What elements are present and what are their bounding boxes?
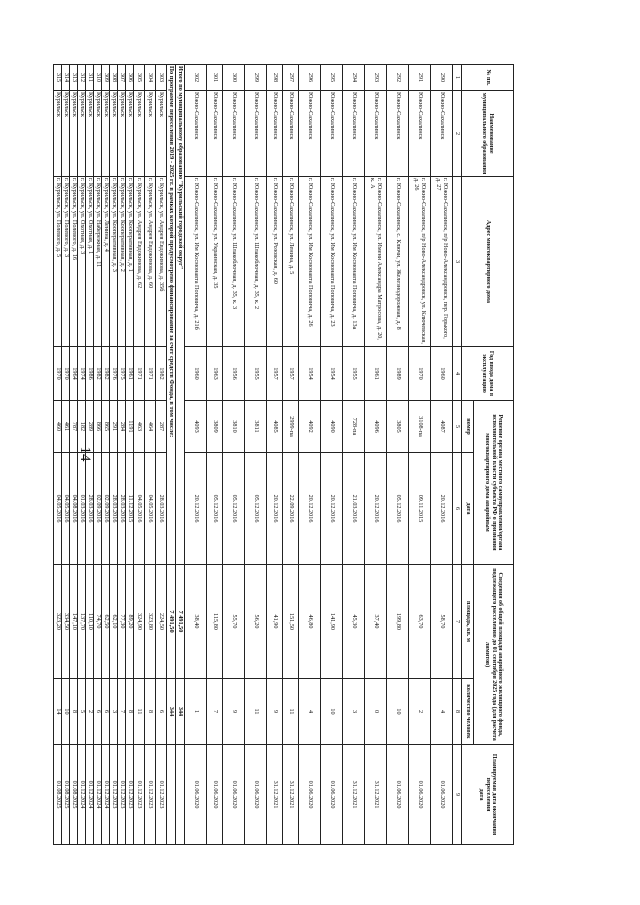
cell-n: 290 bbox=[431, 65, 453, 91]
cell-year: 1982 bbox=[156, 347, 167, 401]
cell-area: 41,90 bbox=[267, 565, 283, 679]
cell-year: 1974 bbox=[78, 347, 86, 401]
cell-people: 4 bbox=[431, 679, 453, 745]
cell-num: 289 bbox=[86, 401, 94, 453]
cell-plan: 01.06.2020 bbox=[223, 745, 245, 845]
cell-people: 3 bbox=[343, 679, 365, 745]
table-body-south bbox=[185, 65, 453, 845]
header-decision: Решение органа местного самоуправления/органа исполнительной власти субъекта РФ о признании многоквартирного дома аварийным bbox=[474, 401, 514, 565]
cell-area: 45,30 bbox=[343, 565, 365, 679]
header-num: № пп. bbox=[462, 65, 514, 91]
cell-num: 4087 bbox=[431, 401, 453, 453]
cell-date: 02.09.2016 bbox=[102, 453, 110, 565]
cell-area: 137,70 bbox=[78, 565, 86, 679]
cell-people: 10 bbox=[387, 679, 409, 745]
cell-plan: 01.12.2023 bbox=[118, 745, 126, 845]
cell-year: 1986 bbox=[86, 347, 94, 401]
cell-people: 9 bbox=[223, 679, 245, 745]
cell-year: 1954 bbox=[299, 347, 321, 401]
cell-num: 4093 bbox=[185, 401, 207, 453]
cell-n: 307 bbox=[118, 65, 126, 91]
cell-mun: Курильск bbox=[102, 91, 110, 177]
cell-addr: г. Южно-Сахалинск, с. Ключи, ул. Железнодорожная, д. 8 bbox=[387, 177, 409, 347]
column-number: 7 bbox=[453, 565, 462, 679]
cell-mun: Курильск bbox=[145, 91, 156, 177]
cell-num: 463 bbox=[134, 401, 145, 453]
cell-area: 37,40 bbox=[365, 565, 387, 679]
cell-area: 62,50 bbox=[102, 565, 110, 679]
cell-people: 11 bbox=[245, 679, 267, 745]
cell-year: 1970 bbox=[54, 347, 62, 401]
cell-area: 46,80 bbox=[299, 565, 321, 679]
cell-mun: Южно-Сахалинск bbox=[321, 91, 343, 177]
cell-area: 141,90 bbox=[321, 565, 343, 679]
table-row bbox=[145, 65, 156, 845]
cell-n: 292 bbox=[387, 65, 409, 91]
cell-n: 299 bbox=[245, 65, 267, 91]
cell-year: 1982 bbox=[102, 347, 110, 401]
cell-n: 300 bbox=[223, 65, 245, 91]
cell-n: 298 bbox=[267, 65, 283, 91]
cell-num: 4085 bbox=[267, 401, 283, 453]
cell-addr: г. Курильск, ул. Охотная, д. 1 bbox=[86, 177, 94, 347]
cell-plan: 01.06.2020 bbox=[185, 745, 207, 845]
table-row bbox=[387, 65, 409, 845]
cell-people: 6 bbox=[156, 679, 167, 745]
cell-area: 55,70 bbox=[223, 565, 245, 679]
table-body-kurilsk bbox=[54, 65, 167, 845]
cell-year: 1975 bbox=[118, 347, 126, 401]
cell-num: 3805 bbox=[387, 401, 409, 453]
cell-people: 11 bbox=[283, 679, 299, 745]
header-municipality: Наименование муниципального образования bbox=[462, 91, 514, 177]
cell-plan: 01.06.2020 bbox=[409, 745, 431, 845]
cell-date: 20.12.2016 bbox=[185, 453, 207, 565]
section-empty bbox=[167, 745, 176, 845]
cell-addr: г. Курильск, ул. Андрея Евдокимова, д. 62 bbox=[134, 177, 145, 347]
table-row bbox=[134, 65, 145, 845]
table-row bbox=[365, 65, 387, 845]
cell-addr: г. Курильск, ул. Полевого, д. 16 bbox=[70, 177, 78, 347]
cell-date: 05.12.2016 bbox=[223, 453, 245, 565]
cell-date: 05.12.2016 bbox=[245, 453, 267, 565]
cell-year: 1964 bbox=[70, 347, 78, 401]
cell-mun: Южно-Сахалинск bbox=[283, 91, 299, 177]
cell-n: 315 bbox=[54, 65, 62, 91]
cell-num: 291 bbox=[110, 401, 118, 453]
cell-addr: г. Курильск, ул. Андрея Евдокимова, д. 35б bbox=[156, 177, 167, 347]
cell-people: 4 bbox=[299, 679, 321, 745]
header-planned-label: Планируемая дата окончания переселения bbox=[484, 753, 497, 836]
section-row bbox=[167, 65, 176, 845]
cell-num: 865 bbox=[102, 401, 110, 453]
cell-people: 7 bbox=[207, 679, 223, 745]
cell-plan: 01.06.2020 bbox=[321, 745, 343, 845]
cell-year: 1960 bbox=[185, 347, 207, 401]
cell-addr: г. Курильск, ул. Набережная, д. 11 bbox=[94, 177, 102, 347]
table-row bbox=[94, 65, 102, 845]
cell-n: 294 bbox=[343, 65, 365, 91]
cell-people: 2 bbox=[86, 679, 94, 745]
cell-area: 74,70 bbox=[94, 565, 102, 679]
cell-people: 6 bbox=[94, 679, 102, 745]
cell-addr: г. Южно-Сахалинск, ул. Им Космонавта Поповича, д. 26 bbox=[299, 177, 321, 347]
header-year: Год ввода дома в эксплуатацию bbox=[462, 347, 514, 401]
cell-num: 2999-па bbox=[283, 401, 299, 453]
cell-mun: Южно-Сахалинск bbox=[207, 91, 223, 177]
section-people: 344 bbox=[167, 679, 176, 745]
cell-addr: г. Южно-Сахалинск, ул. Им Космонавта Поповича, д. 13а bbox=[343, 177, 365, 347]
cell-date: 01.03.2016 bbox=[78, 453, 86, 565]
cell-num: 287 bbox=[156, 401, 167, 453]
table-row bbox=[321, 65, 343, 845]
table-row bbox=[78, 65, 86, 845]
cell-plan: 01.08.2025 bbox=[70, 745, 78, 845]
cell-plan: 01.08.2025 bbox=[54, 745, 62, 845]
cell-area: 38,40 bbox=[185, 565, 207, 679]
cell-plan: 01.08.2025 bbox=[62, 745, 70, 845]
cell-plan: 01.06.2020 bbox=[431, 745, 453, 845]
cell-num: 866 bbox=[94, 401, 102, 453]
cell-date: 05.12.2016 bbox=[387, 453, 409, 565]
table-row bbox=[185, 65, 207, 845]
header-decision-date: дата bbox=[462, 453, 474, 565]
cell-plan: 31.12.2021 bbox=[365, 745, 387, 845]
summary-empty bbox=[176, 745, 185, 845]
cell-plan: 31.12.2021 bbox=[267, 745, 283, 845]
cell-people: 9 bbox=[267, 679, 283, 745]
cell-year: 1954 bbox=[321, 347, 343, 401]
table-row bbox=[86, 65, 94, 845]
cell-num: 1191 bbox=[126, 401, 134, 453]
cell-people: 14 bbox=[54, 679, 62, 745]
table-row bbox=[54, 65, 62, 845]
cell-year: 1971 bbox=[134, 347, 145, 401]
cell-people: 2 bbox=[409, 679, 431, 745]
cell-plan: 01.12.2024 bbox=[102, 745, 110, 845]
cell-mun: Курильск bbox=[54, 91, 62, 177]
cell-addr: г. Южно-Сахалинск, ул. Имени Александра Матросова, д. 20, к. А bbox=[365, 177, 387, 347]
cell-date: 28.03.2016 bbox=[86, 453, 94, 565]
cell-date: 20.12.2016 bbox=[299, 453, 321, 565]
cell-area: 63,70 bbox=[409, 565, 431, 679]
cell-n: 305 bbox=[134, 65, 145, 91]
header-address: Адрес многоквартирного дома bbox=[462, 177, 514, 347]
cell-area: 199,80 bbox=[387, 565, 409, 679]
cell-area: 324,90 bbox=[134, 565, 145, 679]
cell-num: 787 bbox=[70, 401, 78, 453]
cell-year: 1960 bbox=[431, 347, 453, 401]
cell-date: 04.05.2016 bbox=[62, 453, 70, 565]
cell-addr: г. Южно-Сахалинск, ул. Розовская, д. 60 bbox=[267, 177, 283, 347]
cell-year: 1989 bbox=[387, 347, 409, 401]
cell-addr: г. Южно-Сахалинск, ул. Им Космонавта Поповича, д. 21б bbox=[185, 177, 207, 347]
cell-n: 295 bbox=[321, 65, 343, 91]
cell-n: 313 bbox=[70, 65, 78, 91]
cell-mun: Курильск bbox=[126, 91, 134, 177]
cell-addr: г. Южно-Сахалинск, ул. Им Космонавта Поповича, д. 23 bbox=[321, 177, 343, 347]
cell-people: 10 bbox=[321, 679, 343, 745]
cell-date: 04.05.2016 bbox=[134, 453, 145, 565]
cell-year: 1982 bbox=[94, 347, 102, 401]
cell-area: 56,20 bbox=[245, 565, 267, 679]
summary-area: 7 491,50 bbox=[176, 565, 185, 679]
cell-area: 323,80 bbox=[145, 565, 156, 679]
cell-date: 20.12.2016 bbox=[431, 453, 453, 565]
header-planned bbox=[462, 745, 514, 845]
cell-year: 1956 bbox=[223, 347, 245, 401]
cell-addr: г. Южно-Сахалинск, ул. Украинская, д. 35 bbox=[207, 177, 223, 347]
cell-addr: г. Курильск, ул. Кооперативная, д. 1 bbox=[126, 177, 134, 347]
cell-date: 28.03.2016 bbox=[110, 453, 118, 565]
cell-num: 3811 bbox=[245, 401, 267, 453]
cell-plan: 01.12.2024 bbox=[78, 745, 86, 845]
cell-n: 303 bbox=[156, 65, 167, 91]
section-label: По программе переселения 2019 - 2025 гг. в рамках которой предусмотрено финансирование за счет средств Фонда, в том числе: bbox=[167, 65, 176, 565]
column-number: 2 bbox=[453, 91, 462, 177]
cell-n: 306 bbox=[126, 65, 134, 91]
cell-addr: г. Курильск, ул. Андрея Евдокимова, д. 60 bbox=[145, 177, 156, 347]
cell-mun: Курильск bbox=[78, 91, 86, 177]
cell-year: 1970 bbox=[62, 347, 70, 401]
cell-date: 28.03.2016 bbox=[156, 453, 167, 565]
cell-num: 728-па bbox=[343, 401, 365, 453]
column-number: 9 bbox=[453, 745, 462, 845]
cell-addr: г. Курильск, ул. Полевого, д. 5 bbox=[54, 177, 62, 347]
cell-plan: 01.12.2023 bbox=[110, 745, 118, 845]
cell-n: 308 bbox=[110, 65, 118, 91]
cell-mun: Южно-Сахалинск bbox=[185, 91, 207, 177]
cell-people: 1 bbox=[185, 679, 207, 745]
table-row bbox=[156, 65, 167, 845]
cell-num: 182 bbox=[78, 401, 86, 453]
cell-year: 1963 bbox=[207, 347, 223, 401]
table-row bbox=[70, 65, 78, 845]
cell-plan: 01.06.2020 bbox=[387, 745, 409, 845]
cell-num: 460 bbox=[54, 401, 62, 453]
cell-mun: Курильск bbox=[134, 91, 145, 177]
cell-plan: 01.06.2020 bbox=[207, 745, 223, 845]
cell-people: 6 bbox=[102, 679, 110, 745]
cell-plan: 01.12.2023 bbox=[134, 745, 145, 845]
cell-area: 151,50 bbox=[283, 565, 299, 679]
cell-mun: Южно-Сахалинск bbox=[223, 91, 245, 177]
cell-date: 04.05.2016 bbox=[54, 453, 62, 565]
cell-people: 7 bbox=[118, 679, 126, 745]
cell-date: 02.09.2016 bbox=[94, 453, 102, 565]
page-number: 14 bbox=[77, 446, 93, 462]
cell-people: 8 bbox=[70, 679, 78, 745]
cell-date: 20.12.2016 bbox=[365, 453, 387, 565]
cell-n: 301 bbox=[207, 65, 223, 91]
column-number: 6 bbox=[453, 453, 462, 565]
cell-mun: Южно-Сахалинск bbox=[387, 91, 409, 177]
column-number: 1 bbox=[453, 65, 462, 91]
cell-mun: Южно-Сахалинск bbox=[343, 91, 365, 177]
table-row bbox=[299, 65, 321, 845]
header-planned-date: дата bbox=[478, 788, 485, 801]
table-row bbox=[126, 65, 134, 845]
cell-plan: 31.12.2021 bbox=[343, 745, 365, 845]
header-info: Сведения об общей площади аварийного жилищного фонда, подлежащего расселению до 01 сентября 2025 года (для расчета лимитов) bbox=[474, 565, 514, 745]
cell-n: 296 bbox=[299, 65, 321, 91]
cell-addr: г. Курильск, ул. Полевого, д. 3 bbox=[62, 177, 70, 347]
column-number: 3 bbox=[453, 177, 462, 347]
cell-addr: г. Курильск, ул. Ленина, д. 4 bbox=[102, 177, 110, 347]
cell-date: 20.12.2016 bbox=[267, 453, 283, 565]
table-row bbox=[62, 65, 70, 845]
cell-num: 3809 bbox=[207, 401, 223, 453]
cell-num: 4092 bbox=[299, 401, 321, 453]
cell-year: 1971 bbox=[145, 347, 156, 401]
cell-date: 04.08.2016 bbox=[70, 453, 78, 565]
cell-mun: Курильск bbox=[110, 91, 118, 177]
cell-date: 11.12.2015 bbox=[126, 453, 134, 565]
cell-plan: 01.12.2024 bbox=[94, 745, 102, 845]
summary-label: Итого по муниципальному образованию "Курильский городской округ" bbox=[176, 65, 185, 565]
cell-area: 115,80 bbox=[207, 565, 223, 679]
table-row bbox=[245, 65, 267, 845]
cell-year: 1955 bbox=[343, 347, 365, 401]
cell-year: 1976 bbox=[110, 347, 118, 401]
cell-plan: 01.12.2024 bbox=[86, 745, 94, 845]
cell-n: 309 bbox=[102, 65, 110, 91]
header-decision-number: номер bbox=[462, 401, 474, 453]
cell-addr: г. Курильск, ул. Кооперативная, д. 2 bbox=[118, 177, 126, 347]
cell-addr: г. Южно-Сахалинск, ул. Ленина, д. 5 bbox=[283, 177, 299, 347]
column-number: 5 bbox=[453, 401, 462, 453]
cell-mun: Южно-Сахалинск bbox=[267, 91, 283, 177]
table-row bbox=[223, 65, 245, 845]
resettlement-table bbox=[53, 64, 514, 845]
cell-people: 8 bbox=[126, 679, 134, 745]
section-area: 7 491,50 bbox=[167, 565, 176, 679]
cell-date: 04.05.2016 bbox=[145, 453, 156, 565]
cell-people: 3 bbox=[110, 679, 118, 745]
cell-mun: Курильск bbox=[86, 91, 94, 177]
cell-mun: Курильск bbox=[156, 91, 167, 177]
cell-mun: Курильск bbox=[94, 91, 102, 177]
header-area: площадь, кв. м bbox=[462, 565, 474, 679]
cell-num: 284 bbox=[118, 401, 126, 453]
cell-people: 0 bbox=[365, 679, 387, 745]
cell-num: 461 bbox=[62, 401, 70, 453]
cell-n: 297 bbox=[283, 65, 299, 91]
cell-num: 4090 bbox=[321, 401, 343, 453]
summary-people: 344 bbox=[176, 679, 185, 745]
cell-mun: Курильск bbox=[70, 91, 78, 177]
table-row bbox=[283, 65, 299, 845]
cell-mun: Южно-Сахалинск bbox=[365, 91, 387, 177]
cell-num: 3810 bbox=[223, 401, 245, 453]
cell-addr: г. Южно-Сахалинск, п/р Ново-Александровск, ул. Ключевская, д. 26 bbox=[409, 177, 431, 347]
table-row bbox=[431, 65, 453, 845]
table-row bbox=[343, 65, 365, 845]
cell-people: 8 bbox=[145, 679, 156, 745]
cell-year: 1970 bbox=[409, 347, 431, 401]
cell-people: 10 bbox=[62, 679, 70, 745]
cell-plan: 01.12.2023 bbox=[145, 745, 156, 845]
cell-addr: г. Курильск, ул. Кооперативная, д. 3 bbox=[110, 177, 118, 347]
cell-mun: Южно-Сахалинск bbox=[431, 91, 453, 177]
cell-date: 20.12.2016 bbox=[321, 453, 343, 565]
cell-addr: г. Южно-Сахалинск, ул. Шлакоблочная, д. 35, к. 2 bbox=[245, 177, 267, 347]
cell-year: 1961 bbox=[126, 347, 134, 401]
cell-n: 311 bbox=[86, 65, 94, 91]
cell-n: 302 bbox=[185, 65, 207, 91]
cell-addr: г. Южно-Сахалинск, п/р Ново-Александровск, пер. Горького, д. 27 bbox=[431, 177, 453, 347]
cell-mun: Южно-Сахалинск bbox=[409, 91, 431, 177]
cell-num: 464 bbox=[145, 401, 156, 453]
table-row bbox=[110, 65, 118, 845]
cell-people: 5 bbox=[78, 679, 86, 745]
cell-plan: 01.06.2020 bbox=[299, 745, 321, 845]
cell-year: 1957 bbox=[267, 347, 283, 401]
cell-date: 05.12.2016 bbox=[207, 453, 223, 565]
cell-area: 77,30 bbox=[118, 565, 126, 679]
column-number: 4 bbox=[453, 347, 462, 401]
cell-n: 314 bbox=[62, 65, 70, 91]
cell-addr: г. Южно-Сахалинск, ул. Шлакоблочная, д. 35, к. 3 bbox=[223, 177, 245, 347]
cell-area: 323,20 bbox=[54, 565, 62, 679]
cell-area: 62,10 bbox=[110, 565, 118, 679]
cell-plan: 01.12.2023 bbox=[126, 745, 134, 845]
cell-n: 312 bbox=[78, 65, 86, 91]
cell-num: 4096 bbox=[365, 401, 387, 453]
cell-area: 147,10 bbox=[70, 565, 78, 679]
cell-num: 3108-па bbox=[409, 401, 431, 453]
table-row bbox=[102, 65, 110, 845]
summary-row bbox=[176, 65, 185, 845]
column-numbers-row bbox=[453, 65, 462, 845]
rotated-table-area bbox=[54, 64, 514, 844]
cell-mun: Курильск bbox=[62, 91, 70, 177]
cell-mun: Курильск bbox=[118, 91, 126, 177]
cell-plan: 31.12.2021 bbox=[283, 745, 299, 845]
cell-area: 334,50 bbox=[62, 565, 70, 679]
cell-date: 09.11.2015 bbox=[409, 453, 431, 565]
cell-date: 22.09.2016 bbox=[283, 453, 299, 565]
cell-plan: 01.12.2023 bbox=[156, 745, 167, 845]
cell-year: 1955 bbox=[245, 347, 267, 401]
table-row bbox=[409, 65, 431, 845]
cell-people: 11 bbox=[134, 679, 145, 745]
cell-date: 28.03.2016 bbox=[118, 453, 126, 565]
cell-plan: 01.06.2020 bbox=[245, 745, 267, 845]
cell-area: 224,50 bbox=[156, 565, 167, 679]
cell-n: 310 bbox=[94, 65, 102, 91]
cell-n: 293 bbox=[365, 65, 387, 91]
cell-area: 89,20 bbox=[126, 565, 134, 679]
cell-year: 1961 bbox=[365, 347, 387, 401]
table-row bbox=[267, 65, 283, 845]
cell-year: 1957 bbox=[283, 347, 299, 401]
cell-addr: г. Курильск, ул. Охотная, д. 3 bbox=[78, 177, 86, 347]
cell-area: 110,10 bbox=[86, 565, 94, 679]
cell-n: 304 bbox=[145, 65, 156, 91]
cell-n: 291 bbox=[409, 65, 431, 91]
cell-date: 21.03.2016 bbox=[343, 453, 365, 565]
table-row bbox=[207, 65, 223, 845]
cell-mun: Южно-Сахалинск bbox=[245, 91, 267, 177]
cell-area: 58,70 bbox=[431, 565, 453, 679]
table-row bbox=[118, 65, 126, 845]
header-people: количество человек bbox=[462, 679, 474, 745]
column-number: 8 bbox=[453, 679, 462, 745]
cell-mun: Южно-Сахалинск bbox=[299, 91, 321, 177]
